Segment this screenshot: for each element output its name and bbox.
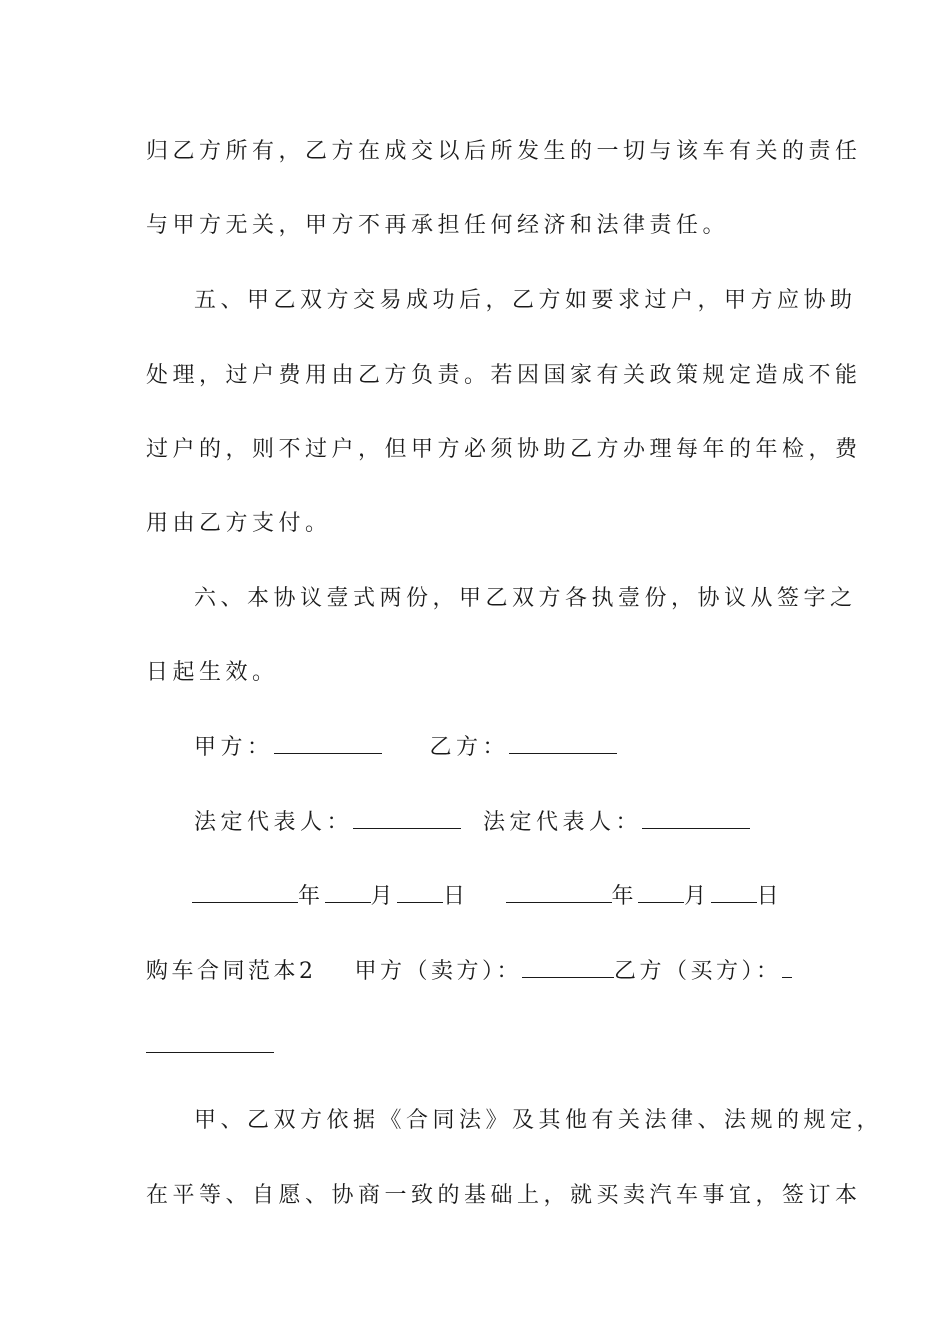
year-blank-a — [192, 884, 298, 903]
paragraph-line: 处理，过户费用由乙方负责。若因国家有关政策规定造成不能 — [146, 363, 862, 388]
year-label: 年 — [298, 884, 325, 909]
day-label: 日 — [756, 884, 784, 909]
buyer-label: 乙方（买方）： — [614, 959, 782, 984]
template2-header-row — [146, 957, 792, 987]
month-blank-a — [325, 884, 371, 903]
buyer-blank — [146, 1034, 274, 1053]
seller-label: 甲方（卖方）： — [354, 959, 523, 984]
paragraph-line: 归乙方所有，乙方在成交以后所发生的一切与该车有关的责任 — [146, 139, 862, 164]
paragraph-line: 与甲方无关，甲方不再承担任何经济和法律责任。 — [146, 213, 730, 238]
seller-blank — [522, 959, 614, 978]
clause-six: 六、本协议壹式两份，甲乙双方各执壹份，协议从签字之 — [194, 586, 857, 611]
party-a-label: 甲方： — [194, 735, 274, 760]
month-blank-b — [638, 884, 684, 903]
party-b-label: 乙方： — [429, 735, 510, 760]
rep-b-label: 法定代表人： — [483, 810, 643, 835]
day-blank-b — [711, 884, 757, 903]
party-b-blank — [509, 735, 617, 754]
day-blank-a — [397, 884, 443, 903]
rep-a-label: 法定代表人： — [194, 810, 354, 835]
template2-paragraph: 甲、乙双方依据《合同法》及其他有关法律、法规的规定， — [194, 1108, 884, 1133]
rep-b-blank — [642, 810, 750, 829]
representative-row — [194, 808, 750, 838]
date-row — [192, 882, 783, 912]
party-signature-row — [194, 733, 617, 763]
paragraph-line: 日起生效。 — [146, 660, 279, 685]
year-blank-b — [506, 884, 612, 903]
template2-title: 购车合同范本2 — [146, 959, 317, 984]
party-a-blank — [274, 735, 382, 754]
buyer-blank-start — [782, 959, 792, 978]
year-label: 年 — [611, 884, 639, 909]
buyer-blank-continuation — [146, 1032, 274, 1062]
paragraph-line: 过户的，则不过户，但甲方必须协助乙方办理每年的年检，费 — [146, 437, 862, 462]
rep-a-blank — [353, 810, 461, 829]
month-label: 月 — [370, 884, 398, 909]
clause-five: 五、甲乙双方交易成功后，乙方如要求过户，甲方应协助 — [194, 288, 857, 313]
month-label: 月 — [684, 884, 711, 909]
paragraph-line: 在平等、自愿、协商一致的基础上，就买卖汽车事宜，签订本 — [146, 1183, 862, 1208]
day-label: 日 — [443, 884, 470, 909]
paragraph-line: 用由乙方支付。 — [146, 511, 332, 536]
